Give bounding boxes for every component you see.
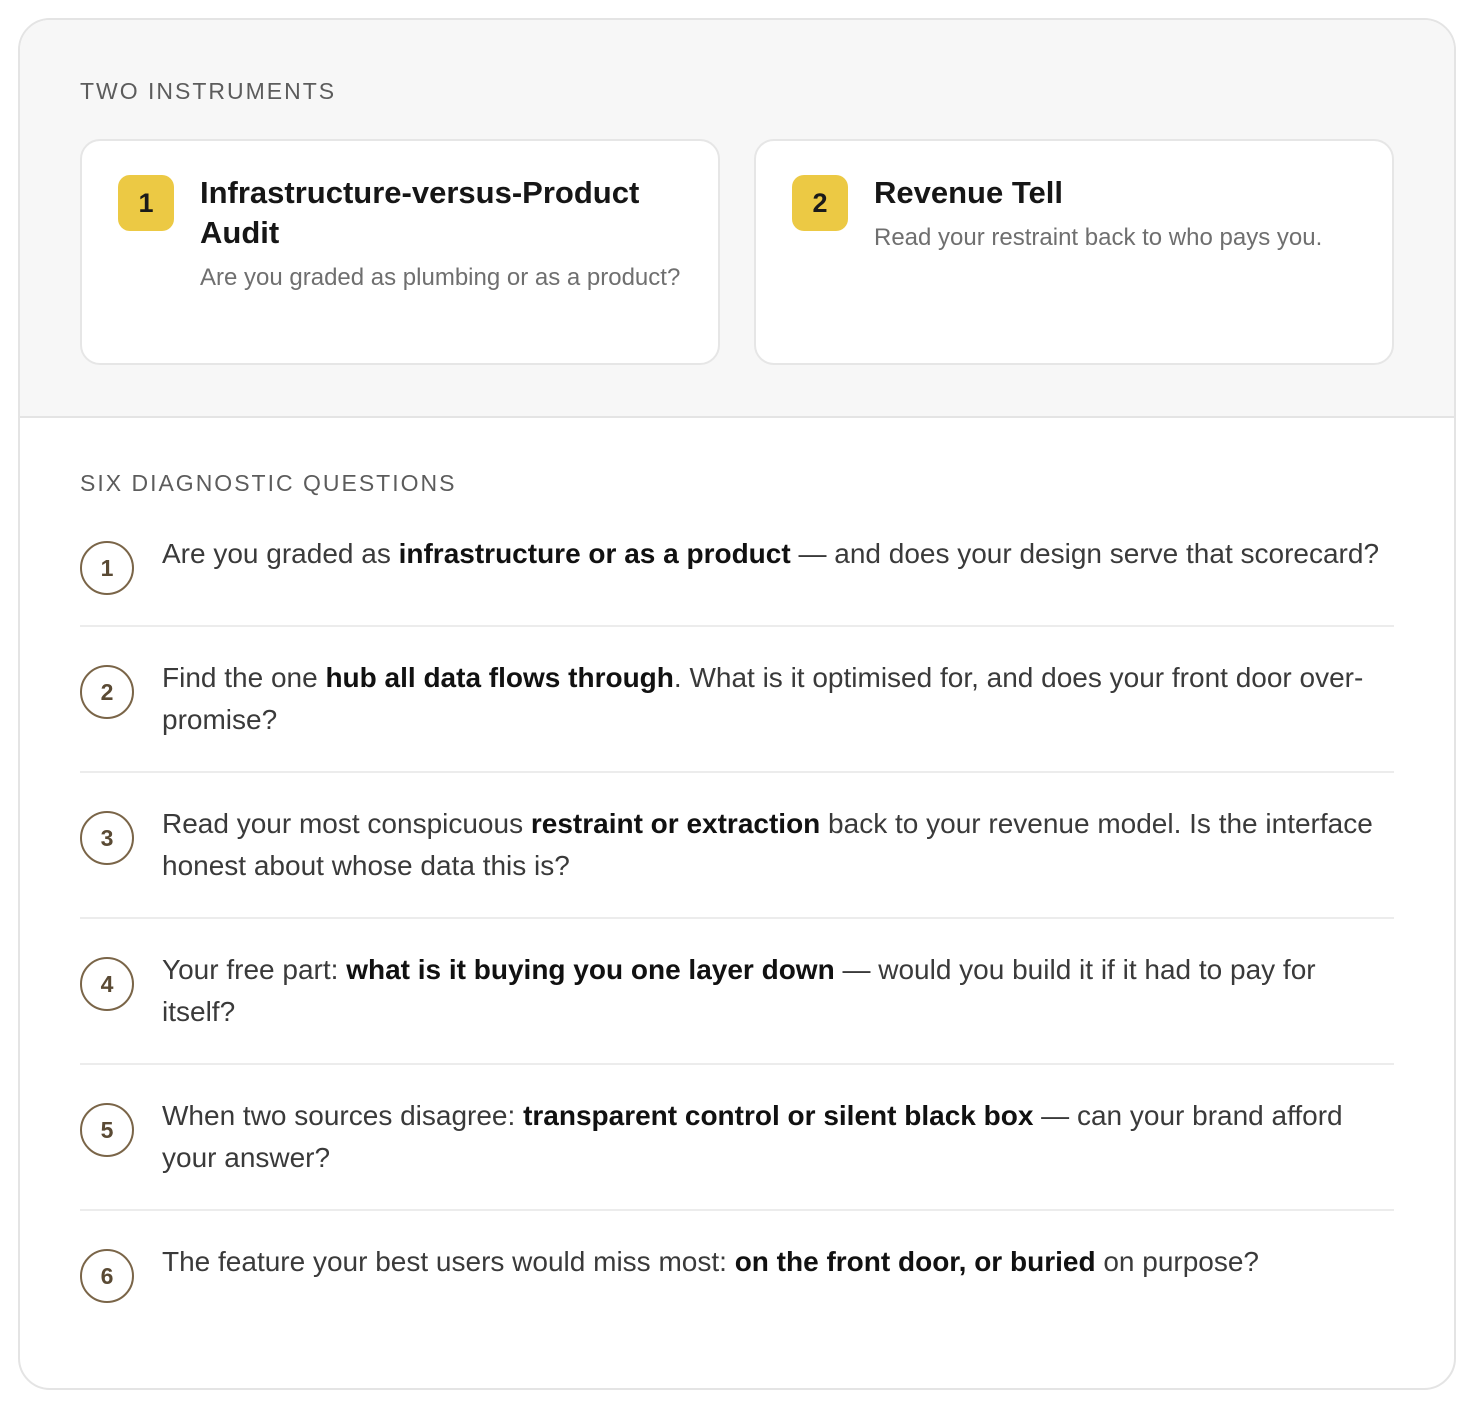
question-item [80, 523, 1394, 627]
question-text [162, 949, 1394, 1033]
question-text [162, 1241, 1259, 1283]
question-item [80, 1211, 1394, 1333]
instruments-section [20, 20, 1454, 418]
question-text-lead: Read your most conspicuous [162, 808, 531, 839]
question-text-lead: The feature your best users would miss most: [162, 1246, 735, 1277]
question-emphasis: on the front door, or buried [734, 1246, 1096, 1277]
question-text-lead: When two sources disagree: [162, 1100, 524, 1131]
question-text [162, 657, 1394, 741]
instrument-subtitle: Read your restraint back to who pays you. [874, 224, 1323, 251]
question-item [80, 627, 1394, 773]
question-text-tail: — can your brand afford your answer? [162, 1100, 1343, 1173]
instrument-body [200, 173, 682, 331]
questions-section [20, 418, 1454, 1333]
question-text-tail: . What is it optimised for, and does your front door over-promise? [162, 662, 1364, 735]
question-emphasis: infrastructure or as a product [398, 538, 791, 569]
questions-list [80, 523, 1394, 1333]
question-emphasis: what is it buying you one layer down [346, 954, 835, 985]
question-text-tail: — and does your design serve that scorecard? [790, 538, 1380, 569]
instrument-title: Revenue Tell [874, 175, 1063, 210]
question-number-circle: 4 [80, 957, 134, 1011]
question-text-lead: Are you graded as [162, 538, 399, 569]
instruments-heading: TWO INSTRUMENTS [80, 78, 337, 104]
question-emphasis: hub all data flows through [325, 662, 674, 693]
question-item [80, 1065, 1394, 1211]
question-number-circle: 3 [80, 811, 134, 865]
question-item [80, 919, 1394, 1065]
question-item [80, 773, 1394, 919]
question-number-circle: 5 [80, 1103, 134, 1157]
diagnostic-card [18, 18, 1456, 1390]
instrument-card [754, 139, 1394, 365]
questions-heading: SIX DIAGNOSTIC QUESTIONS [80, 470, 457, 496]
question-text-tail: back to your revenue model. Is the interface honest about whose data this is? [162, 808, 1373, 881]
instrument-title: Infrastructure-versus-Product Audit [200, 175, 640, 250]
instrument-body [874, 173, 1322, 331]
question-text-tail: on purpose? [1095, 1246, 1260, 1277]
question-text [162, 533, 1379, 575]
question-text-lead: Your free part: [162, 954, 347, 985]
question-text [162, 1095, 1394, 1179]
question-emphasis: transparent control or silent black box [523, 1100, 1034, 1131]
question-text [162, 803, 1394, 887]
question-text-lead: Find the one [162, 662, 326, 693]
question-number-circle: 2 [80, 665, 134, 719]
question-number-circle: 6 [80, 1249, 134, 1303]
instrument-number-badge: 2 [792, 175, 848, 231]
instrument-subtitle: Are you graded as plumbing or as a product? [200, 264, 681, 291]
instruments-list [80, 139, 1394, 365]
instrument-card [80, 139, 720, 365]
question-text-tail: — would you build it if it had to pay for itself? [162, 954, 1316, 1027]
question-number-circle: 1 [80, 541, 134, 595]
question-emphasis: restraint or extraction [530, 808, 821, 839]
instrument-number-badge: 1 [118, 175, 174, 231]
